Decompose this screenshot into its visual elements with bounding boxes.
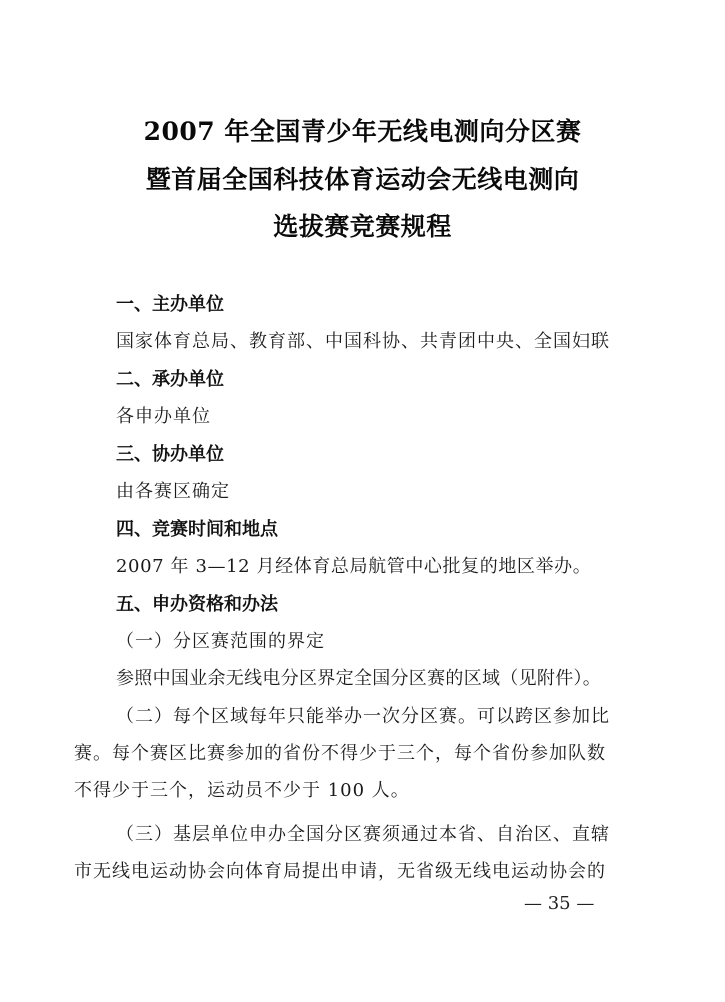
section-heading-organizer: 一、主办单位 xyxy=(116,294,224,315)
subsection-2-line-2: 赛。每个赛区比赛参加的省份不得少于三个，每个省份参加队数 xyxy=(74,743,606,764)
document-title-line-2: 暨首届全国科技体育运动会无线电测向 xyxy=(145,165,580,194)
subsection-2-line-3: 不得少于三个，运动员不少于 100 人。 xyxy=(74,780,410,801)
section-heading-qualification: 五、申办资格和办法 xyxy=(116,594,278,615)
subsection-1-title: （一）分区赛范围的界定 xyxy=(116,631,325,652)
page-number: — 35 — xyxy=(524,893,595,914)
subsection-1-text: 参照中国业余无线电分区界定全国分区赛的区域（见附件）。 xyxy=(116,668,602,689)
section-heading-time-place: 四、竞赛时间和地点 xyxy=(116,519,278,540)
section-heading-host: 二、承办单位 xyxy=(116,369,224,390)
section-text-host: 各申办单位 xyxy=(116,406,211,427)
subsection-3-line-2: 市无线电运动协会向体育局提出申请，无省级无线电运动协会的 xyxy=(74,861,606,882)
document-title-line-1: 2007 年全国青少年无线电测向分区赛 xyxy=(143,117,582,146)
section-text-time-place: 2007 年 3—12 月经体育总局航管中心批复的地区举办。 xyxy=(116,556,592,577)
section-text-co-organizer: 由各赛区确定 xyxy=(116,481,230,502)
subsection-3-line-1: （三）基层单位申办全国分区赛须通过本省、自治区、直辖 xyxy=(116,824,610,845)
section-text-organizer: 国家体育总局、教育部、中国科协、共青团中央、全国妇联 xyxy=(116,331,610,352)
section-heading-co-organizer: 三、协办单位 xyxy=(116,444,224,465)
subsection-2-line-1: （二）每个区域每年只能举办一次分区赛。可以跨区参加比 xyxy=(116,706,610,727)
document-title-line-3: 选拔赛竞赛规程 xyxy=(273,212,452,241)
